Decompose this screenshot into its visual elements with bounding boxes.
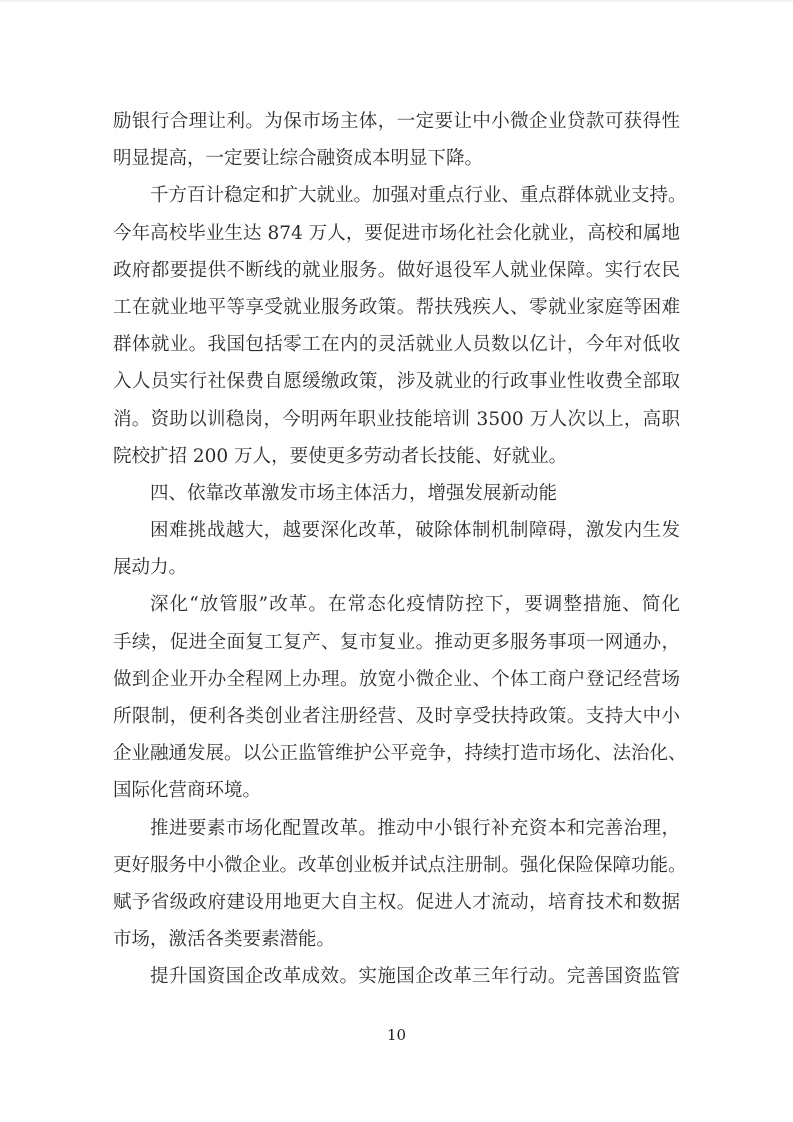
text-line: 明显提高，一定要让综合融资成本明显下降。 <box>113 148 484 170</box>
text-line: 推进要素市场化配置改革。推动中小银行补充资本和完善治理， <box>150 817 680 839</box>
text-line: 政府都要提供不断线的就业服务。做好退役军人就业保障。实行农民 <box>113 259 680 281</box>
text-line: 群体就业。我国包括零工在内的灵活就业人员数以亿计，今年对低收 <box>113 334 680 356</box>
text-line: 做到企业开办全程网上办理。放宽小微企业、个体工商户登记经营场 <box>113 668 680 690</box>
text-line: 手续，促进全面复工复产、复市复业。推动更多服务事项一网通办， <box>113 631 680 653</box>
text-line: 企业融通发展。以公正监管维护公平竞争，持续打造市场化、法治化、 <box>113 743 687 765</box>
document-body <box>113 103 687 996</box>
text-line: 展动力。 <box>113 557 188 579</box>
text-line: 今年高校毕业生达 874 万人，要促进市场化社会化就业，高校和属地 <box>113 222 680 244</box>
text-line: 院校扩招 200 万人，要使更多劳动者长技能、好就业。 <box>113 445 568 467</box>
text-line: 所限制，便利各类创业者注册经营、及时享受扶持政策。支持大中小 <box>113 706 680 727</box>
text-line: 消。资助以训稳岗，今明两年职业技能培训 3500 万人次以上，高职 <box>113 408 680 430</box>
text-line: 市场，激活各类要素潜能。 <box>113 929 336 951</box>
text-line: 更好服务中小微企业。改革创业板并试点注册制。强化保险保障功能。 <box>113 854 687 876</box>
page-number: 10 <box>386 1026 407 1044</box>
text-line: 困难挑战越大，越要深化改革，破除体制机制障碍，激发内生发 <box>150 520 680 542</box>
text-line: 深化“放管服”改革。在常态化疫情防控下，要调整措施、简化 <box>150 594 680 616</box>
text-line: 提升国资国企改革成效。实施国企改革三年行动。完善国资监管 <box>150 966 680 988</box>
text-line: 入人员实行社保费自愿缓缴政策，涉及就业的行政事业性收费全部取 <box>113 371 680 393</box>
text-line: 励银行合理让利。为保市场主体，一定要让中小微企业贷款可获得性 <box>113 111 680 132</box>
text-line: 赋予省级政府建设用地更大自主权。促进人才流动，培育技术和数据 <box>113 891 680 913</box>
text-line: 国际化营商环境。 <box>113 780 262 802</box>
section-heading: 四、依靠改革激发市场主体活力，增强发展新动能 <box>150 482 558 504</box>
text-line: 工在就业地平等享受就业服务政策。帮扶残疾人、零就业家庭等困难 <box>113 296 680 318</box>
text-line: 千方百计稳定和扩大就业。加强对重点行业、重点群体就业支持。 <box>150 185 687 207</box>
